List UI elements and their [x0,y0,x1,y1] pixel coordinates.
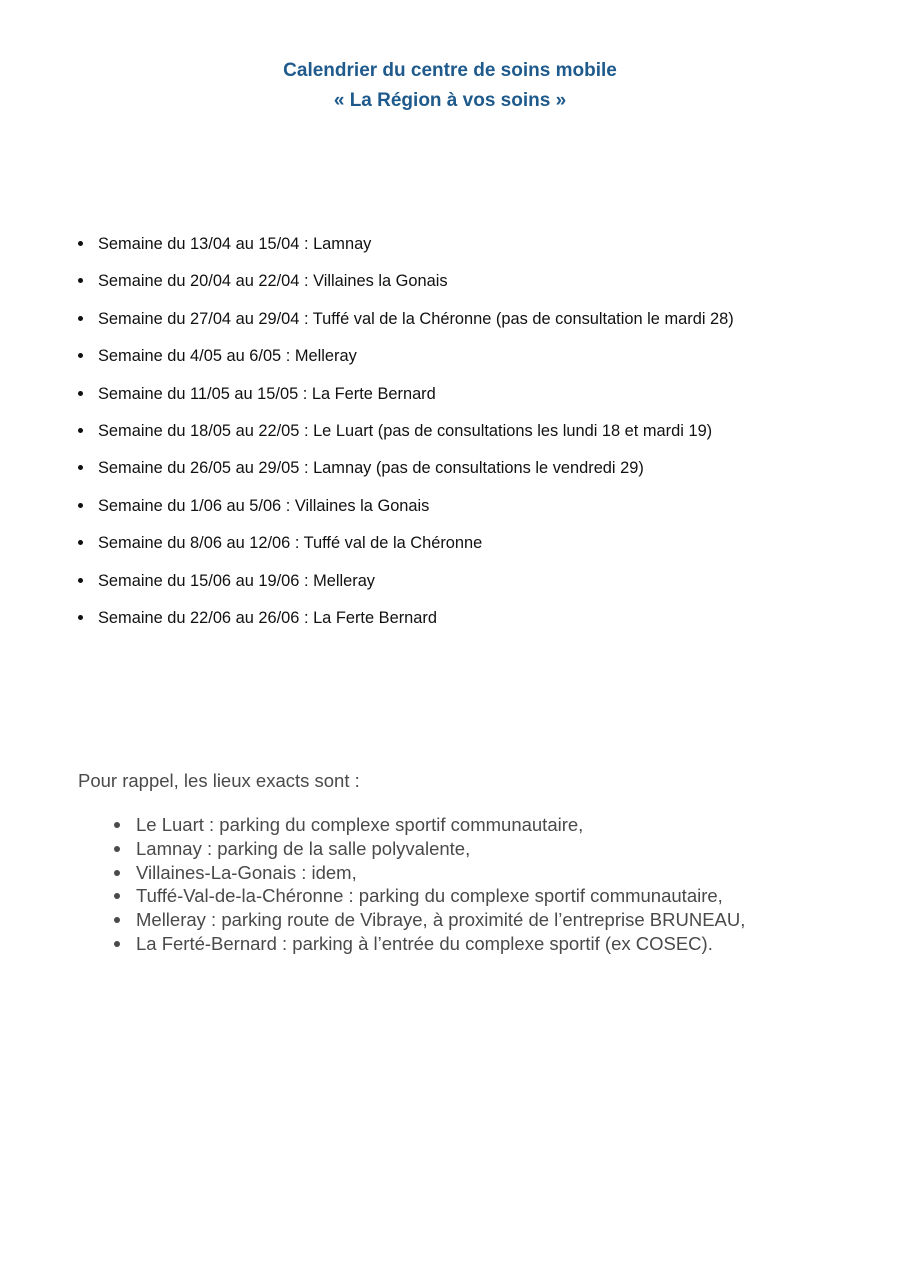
title-line-1: Calendrier du centre de soins mobile [283,60,617,81]
bullet-icon [78,465,83,470]
schedule-item-text: Semaine du 27/04 au 29/04 : Tuffé val de la Chéronne (pas de consultation le mardi 28) [98,309,734,328]
bullet-icon [78,241,83,246]
location-item [110,884,870,908]
schedule-item [72,450,872,487]
location-item [110,813,870,837]
schedule-item-text: Semaine du 1/06 au 5/06 : Villaines la Gonais [98,496,430,515]
bullet-icon [78,278,83,283]
location-item [110,932,870,956]
bullet-icon [114,917,120,923]
schedule-item [72,413,872,450]
bullet-icon [78,540,83,545]
schedule-item-text: Semaine du 20/04 au 22/04 : Villaines la Gonais [98,272,448,291]
location-item [110,837,870,861]
location-item [110,861,870,885]
bullet-icon [78,503,83,508]
bullet-icon [114,822,120,828]
bullet-icon [78,391,83,396]
schedule-item-text: Semaine du 22/06 au 26/06 : La Ferte Bernard [98,608,437,627]
page-title [0,56,900,116]
schedule-item-text: Semaine du 26/05 au 29/05 : Lamnay (pas de consultations le vendredi 29) [98,459,644,478]
bullet-icon [78,428,83,433]
location-item-text: La Ferté-Bernard : parking à l’entrée du complexe sportif (ex COSEC). [136,932,713,954]
bullet-icon [114,893,120,899]
reminder-intro: Pour rappel, les lieux exacts sont : [78,770,360,791]
location-item-text: Villaines-La-Gonais : idem, [136,861,357,883]
location-item-text: Melleray : parking route de Vibraye, à proximité de l’entreprise BRUNEAU, [136,909,746,931]
bullet-icon [78,316,83,321]
location-item-text: Lamnay : parking de la salle polyvalente, [136,837,471,859]
location-item-text: Tuffé-Val-de-la-Chéronne : parking du complexe sportif communautaire, [136,885,723,907]
schedule-item-text: Semaine du 4/05 au 6/05 : Melleray [98,347,357,366]
schedule-item-text: Semaine du 15/06 au 19/06 : Melleray [98,571,376,590]
schedule-item [72,488,872,525]
schedule-item [72,226,872,263]
schedule-item [72,338,872,375]
schedule-item-text: Semaine du 13/04 au 15/04 : Lamnay [98,235,372,253]
bullet-icon [114,870,120,876]
bullet-icon [78,615,83,620]
bullet-icon [78,578,83,583]
title-line-2: « La Région à vos soins » [333,90,567,111]
bullet-icon [78,353,83,358]
location-item-text: Le Luart : parking du complexe sportif communautaire, [136,814,584,835]
schedule-item-text: Semaine du 8/06 au 12/06 : Tuffé val de la Chéronne [98,534,483,553]
schedule-list [72,226,872,637]
schedule-item [72,600,872,637]
bullet-icon [114,941,120,947]
schedule-item-text: Semaine du 18/05 au 22/05 : Le Luart (pas de consultations les lundi 18 et mardi 19) [98,421,713,440]
schedule-item [72,263,872,300]
schedule-item-text: Semaine du 11/05 au 15/05 : La Ferte Bernard [98,384,436,403]
location-item [110,908,870,932]
schedule-item [72,525,872,562]
locations-list [110,813,870,956]
schedule-item [72,563,872,600]
schedule-item [72,301,872,338]
bullet-icon [114,846,120,852]
schedule-item [72,376,872,413]
